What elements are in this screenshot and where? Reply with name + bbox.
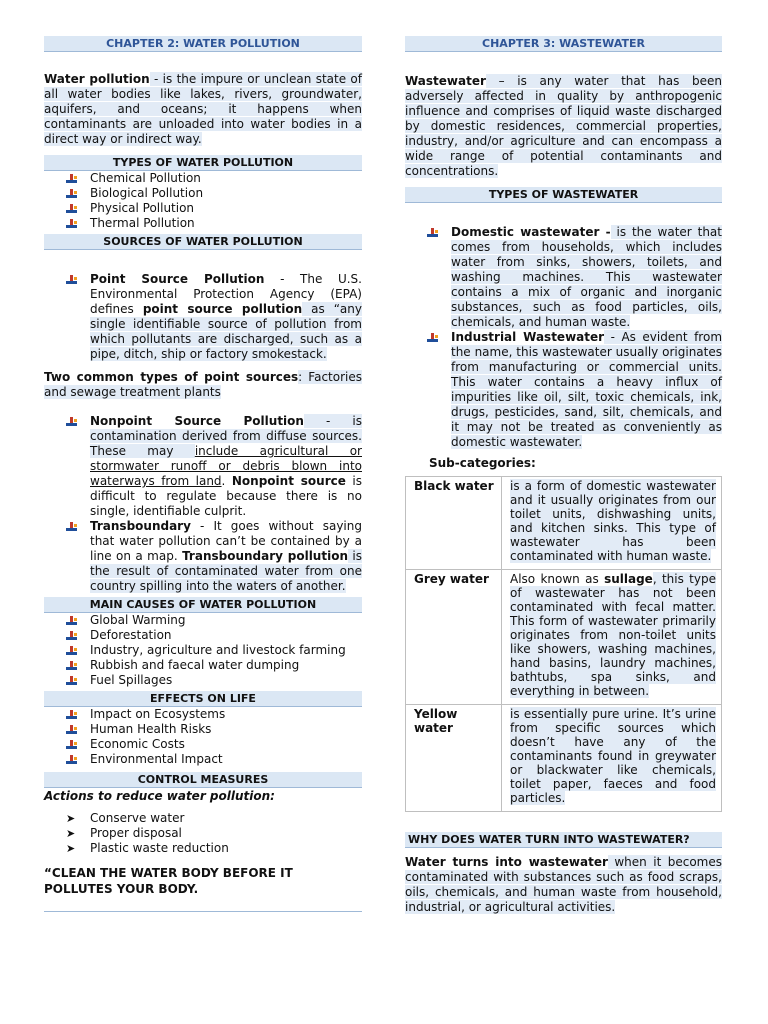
- control-heading: CONTROL MEASURES: [44, 772, 362, 788]
- bullet-icon: [66, 275, 77, 285]
- table-row: [406, 705, 722, 812]
- list-item: ➤ Plastic waste reduction: [66, 841, 229, 855]
- subcategory-name: Grey water: [406, 570, 502, 705]
- arrow-bullet-icon: ➤: [66, 812, 76, 825]
- arrow-bullet-icon: ➤: [66, 827, 76, 840]
- list-item: Biological Pollution: [44, 186, 362, 201]
- closing-quote: “CLEAN THE WATER BODY BEFORE IT POLLUTES YOUR BODY.: [44, 866, 293, 896]
- subcategories-label: Sub-categories:: [429, 456, 536, 470]
- causes-list: [44, 613, 362, 688]
- table-row: [406, 477, 722, 570]
- effects-heading: EFFECTS ON LIFE: [44, 691, 362, 707]
- water-pollution-definition: [44, 72, 362, 147]
- list-item: Deforestation: [44, 628, 362, 643]
- subcategory-name: Black water: [406, 477, 502, 570]
- point-source-item: Point Source Pollution - The U.S. Environmental Protection Agency (EPA) defines point source pollution as “any single identifiable source of pollution from which pollutants are discharged, such as a pipe, ditch, ship or factory smokestack.: [44, 272, 362, 362]
- list-item: Human Health Risks: [44, 722, 362, 737]
- nonpoint-source-item: Nonpoint Source Pollution - is contamination derived from diffuse sources. These may include agricultural or stormwater runoff or debris blown into waterways from land. Nonpoint source is difficult to regulate because there is no single, identifiable culprit.: [44, 414, 362, 519]
- why-heading: WHY DOES WATER TURN INTO WASTEWATER?: [405, 832, 722, 848]
- bullet-icon: [66, 710, 77, 720]
- left-column: [44, 36, 362, 912]
- types-of-wastewater-heading: TYPES OF WASTEWATER: [405, 187, 722, 203]
- list-item: ➤ Proper disposal: [66, 826, 182, 840]
- transboundary-item: Transboundary - It goes without saying that water pollution can’t be contained by a line on a map. Transboundary pollution is the result of contaminated water from one country spilling into the waters of another.: [44, 519, 362, 594]
- bullet-icon: [66, 740, 77, 750]
- bullet-icon: [66, 417, 77, 427]
- list-item: Environmental Impact: [44, 752, 362, 767]
- effects-list: [44, 707, 362, 767]
- list-item: Thermal Pollution: [44, 216, 362, 231]
- term: Water pollution: [44, 72, 150, 86]
- control-subtitle: Actions to reduce water pollution:: [44, 789, 275, 803]
- chapter-2-title: CHAPTER 2: WATER POLLUTION: [44, 36, 362, 52]
- list-item: Fuel Spillages: [44, 673, 362, 688]
- list-item: Physical Pollution: [44, 201, 362, 216]
- causes-heading: MAIN CAUSES OF WATER POLLUTION: [44, 597, 362, 613]
- bullet-icon: [66, 725, 77, 735]
- domestic-wastewater-item: Domestic wastewater - is the water that comes from households, which includes water from sinks, showers, toilets, and washing machines. This wastewater contains a mix of organic and inorganic substances, such as food particles, oils, chemicals, and human waste.: [405, 225, 722, 330]
- why-answer: Water turns into wastewater when it becomes contaminated with substances such as food scraps, oils, chemicals, and human waste from household, industrial, or agricultural activities.: [405, 855, 722, 914]
- list-item: Industry, agriculture and livestock farming: [44, 643, 362, 658]
- subcategory-desc: is a form of domestic wastewater and it usually originates from our toilet units, dishwashing units, and kitchen sinks. This type of wastewater has been contaminated with human waste.: [502, 477, 722, 570]
- definition-text: - is the impure or unclean state of all water bodies like lakes, rivers, groundwater, aquifers, and oceans; it happens when contaminants are unloaded into water bodies in a direct way or indirect way.: [44, 72, 362, 146]
- types-heading: TYPES OF WATER POLLUTION: [44, 155, 362, 171]
- bullet-icon: [66, 646, 77, 656]
- actions-list: [44, 811, 362, 856]
- bullet-icon: [427, 228, 438, 238]
- list-item: Impact on Ecosystems: [44, 707, 362, 722]
- bullet-icon: [66, 755, 77, 765]
- chapter-3-title: CHAPTER 3: WASTEWATER: [405, 36, 722, 52]
- bullet-icon: [66, 522, 77, 532]
- subcategories-table: [405, 476, 722, 812]
- list-item: Global Warming: [44, 613, 362, 628]
- footer-rule: [44, 911, 362, 912]
- bullet-icon: [66, 661, 77, 671]
- bullet-icon: [66, 204, 77, 214]
- wastewater-definition: Wastewater – is any water that has been adversely affected in quality by anthropogenic influence and comprises of liquid waste discharged by domestic residences, commercial properties, industry, and/or agriculture and can encompass a wide range of potential contaminants and concentrations.: [405, 74, 722, 178]
- bullet-icon: [66, 616, 77, 626]
- subcategory-desc: Also known as sullage, this type of wastewater has not been contaminated with fecal matter. This form of wastewater primarily originates from non-toilet units like showers, washing machines, hand basins, laundry machines, bathtubs, spa sinks, and everything in between.: [502, 570, 722, 705]
- bullet-icon: [427, 333, 438, 343]
- list-item: Chemical Pollution: [44, 171, 362, 186]
- bullet-icon: [66, 676, 77, 686]
- sources-heading: SOURCES OF WATER POLLUTION: [44, 234, 362, 250]
- table-row: [406, 570, 722, 705]
- bullet-icon: [66, 174, 77, 184]
- two-common-types: Two common types of point sources: Factories and sewage treatment plants: [44, 370, 362, 399]
- subcategory-name: Yellow water: [406, 705, 502, 812]
- list-item: Rubbish and faecal water dumping: [44, 658, 362, 673]
- list-item: Economic Costs: [44, 737, 362, 752]
- right-column: [405, 36, 722, 915]
- industrial-wastewater-item: Industrial Wastewater - As evident from the name, this wastewater usually originates from manufacturing or commercial units. This water contains a heavy influx of impurities like oil, silt, toxic chemicals, ink, drugs, pesticides, sand, silt, chemicals, and it may not be treated as conveniently as domestic wastewater.: [405, 330, 722, 450]
- types-list: [44, 171, 362, 231]
- subcategory-desc: is essentially pure urine. It’s urine from specific sources which doesn’t have any of the contaminants found in greywater or blackwater like chemicals, toilet paper, faeces and food particles.: [502, 705, 722, 812]
- bullet-icon: [66, 189, 77, 199]
- list-item: ➤ Conserve water: [66, 811, 185, 825]
- bullet-icon: [66, 631, 77, 641]
- bullet-icon: [66, 219, 77, 229]
- arrow-bullet-icon: ➤: [66, 842, 76, 855]
